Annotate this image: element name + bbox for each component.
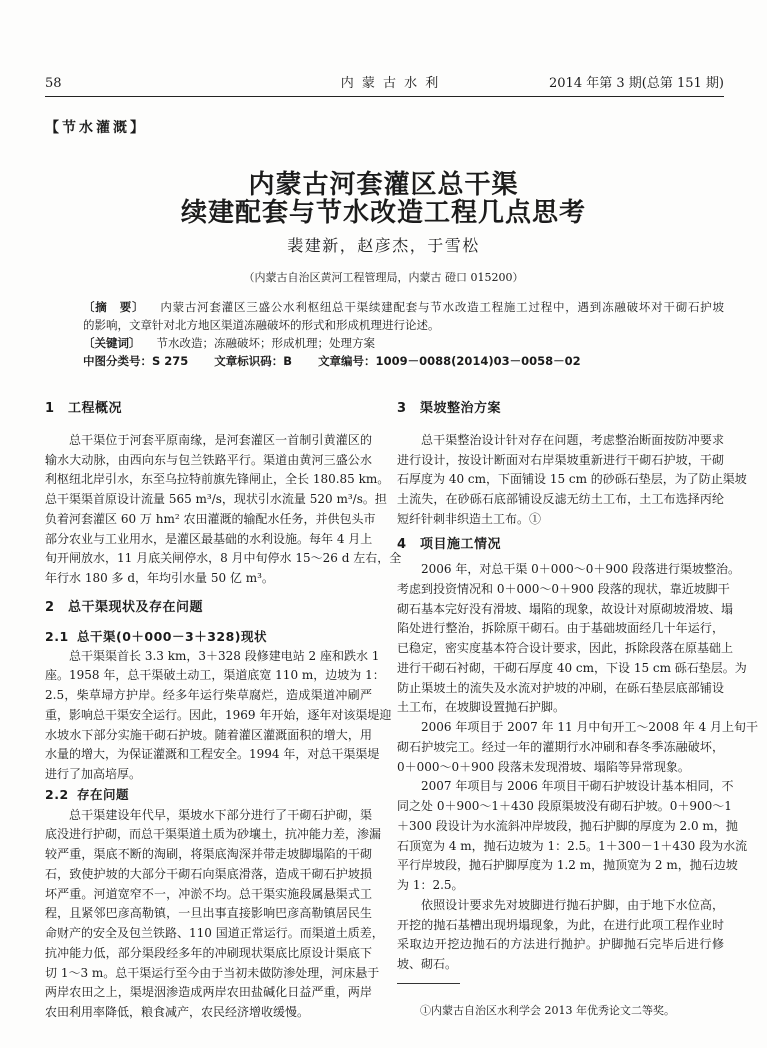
text-line: 水坡水下部分实施干砌石护坡。随着灌区灌溉面积的增大，用 — [45, 727, 372, 742]
text-line: 依照设计要求先对坡脚进行抛石护脚，由于地下水位高， — [421, 897, 724, 912]
header-rule — [45, 96, 724, 97]
text-line: 为 1：2.5。 — [397, 878, 464, 892]
text-line: 两岸农田之上，渠堤洇渗造成两岸农田盐碱化日益严重，两岸 — [45, 985, 372, 1000]
text-line: 利枢纽北岸引水，东至乌拉特前旗先锋闸止，全长 180.85 km。 — [45, 472, 390, 487]
footnote: ①内蒙古自治区水利学会 2013 年优秀论文二等奖。 — [420, 1004, 675, 1017]
text-line: 开挖的抛石基槽出现坍塌现象，为此，在进行此项工程作业时 — [397, 917, 724, 932]
paragraph — [45, 806, 384, 1023]
text-line: 程，且紧邻巴彦高勒镇，一旦出事直接影响巴彦高勒镇居民生 — [45, 906, 372, 921]
text-line: 砌石护坡完工。经过一年的灌期行水冲刷和春冬季冻融破坏， — [397, 739, 724, 754]
text-line: 2.5，柴草埽方护岸。经多年运行柴草腐烂，造成渠道冲刷严 — [45, 688, 372, 702]
text-line: 水量的增大，为保证灌溉和工程安全。1994 年，对总干渠渠堤 — [45, 747, 380, 762]
title-line-2: 续建配套与节水改造工程几点思考 — [180, 198, 586, 228]
text-line: 总干渠位于河套平原南缘，是河套灌区一首制引黄灌区的 — [69, 432, 372, 447]
text-line: 2006 年项目于 2007 年 11 月中旬开工～2008 年 4 月上旬干 — [421, 720, 759, 734]
document-code: 文章标识码：B — [214, 354, 293, 368]
text-line: 石顶宽为 4 m，抛石边坡为 1：2.5。1＋300－1＋430 段为水流 — [397, 838, 748, 853]
text-line: 旬开闸放水，11 月底关闸停水，8 月中旬停水 15～26 d 左右，全 — [45, 551, 402, 566]
text-line: 切 1～3 m。总干渠运行至今由于当初未做防渗处理，河床悬于 — [45, 965, 380, 980]
abstract-label: 〔摘 要〕 — [83, 300, 145, 314]
article-title — [0, 171, 767, 227]
text-line: 底没进行护砌，而总干渠渠道土质为砂壤土，抗冲能力差，渗漏 — [45, 827, 382, 842]
keywords-label: 〔关键词〕 — [83, 336, 141, 350]
text-line: 输水大动脉，由西向东与包兰铁路平行。渠道由黄河三盛公水 — [45, 452, 372, 467]
text-line: 总干渠整治设计针对存在问题，考虑整治断面按防冲要求 — [421, 432, 724, 447]
section-heading — [45, 598, 372, 618]
text-line: 年行水 180 多 d，年均引水量 50 亿 m³。 — [45, 571, 274, 585]
text-line: 总干渠渠首长 3.3 km，3＋328 段修建电站 2 座和跌水 1 — [69, 648, 380, 663]
keywords-text: 节水改造；冻融破坏；形成机理；处理方案 — [156, 336, 375, 350]
title-line-1: 内蒙古河套灌区总干渠 — [248, 170, 519, 200]
text-line: 总干渠渠首原设计流量 565 m³/s，现状引水流量 520 m³/s。担 — [45, 492, 387, 506]
subsection-heading — [45, 785, 372, 805]
text-line: 农田利用率降低，粮食减产，农民经济增收缓慢。 — [45, 1005, 310, 1019]
text-line: 命财产的安全及包兰铁路、110 国道正常运行。而渠道土质差， — [45, 926, 384, 940]
text-line: 已稳定，密实度基本符合设计要求，因此，拆除段落在原基础上 — [397, 641, 734, 655]
text-line: 进行干砌石衬砌，干砌石厚度 40 cm，下设 15 cm 砾石垫层。为 — [397, 660, 747, 675]
text-line: 2007 年项目与 2006 年项目干砌石护坡设计基本相同，不 — [421, 779, 734, 794]
column-tag: 【节水灌溉】 — [45, 120, 147, 136]
text-line: 部分农业与工业用水，是灌区最基础的水利设施。每年 4 月上 — [45, 531, 373, 546]
text-line: 负着河套灌区 60 万 hm² 农田灌溉的输配水任务，并供包头市 — [45, 511, 376, 526]
section-heading — [397, 535, 724, 555]
section-heading — [45, 399, 372, 419]
text-line: 考虑到投资情况和 0＋000～0＋900 段落的现状，靠近坡脚干 — [397, 581, 730, 596]
paragraph — [397, 718, 759, 777]
left-column — [45, 399, 402, 1023]
text-line: 座。1958 年，总干渠破土动工，渠道底宽 110 m，边坡为 1： — [45, 668, 385, 683]
text-line: ＋300 段设计为水流斜冲岸坡段，抛石护脚的厚度为 2.0 m，抛 — [397, 818, 738, 833]
text-line: 石，致使护坡的大部分干砌石向渠底滑落，造成干砌石护坡损 — [45, 866, 372, 881]
text-line: 土流失，在砂砾石底部铺设反滤无纺土工布，土工布选择丙纶 — [397, 492, 724, 506]
section-number: 1 — [45, 401, 55, 416]
right-column — [397, 399, 759, 975]
text-line: 防止渠坡土的流失及水流对护坡的冲刷，在砾石垫层底部铺设 — [397, 680, 724, 695]
text-line: 采取边开挖边抛石的方法进行抛护。护脚抛石完毕后进行修 — [397, 937, 724, 952]
text-line: 较严重，渠底不断的淘刷，将渠底淘深并带走坡脚塌陷的干砌 — [45, 847, 372, 861]
section-heading — [397, 399, 724, 419]
paragraph — [397, 896, 724, 975]
clc-number: 中图分类号：S 275 — [83, 354, 189, 368]
section-title: 工程概况 — [68, 401, 123, 416]
paragraph — [45, 431, 402, 589]
text-line: 短纤针刺非织造土工布。① — [397, 511, 542, 526]
section-number: 4 — [397, 537, 407, 552]
article-number: 文章编号：1009－0088(2014)03－0058－02 — [318, 354, 581, 368]
affiliation: （内蒙古自治区黄河工程管理局，内蒙古 磴口 015200） — [243, 271, 524, 284]
paragraph — [45, 647, 392, 785]
abstract-block — [83, 298, 724, 370]
authors: 裴建新，赵彦杰，于雪松 — [287, 236, 480, 255]
running-header — [45, 75, 724, 93]
section-number: 2 — [45, 599, 55, 615]
text-line: 陷处进行整治，拆除原干砌石。由于基础坡面经几十年运行， — [397, 621, 724, 636]
subsection-title: 存在问题 — [77, 786, 130, 802]
subsection-number: 2.1 — [45, 628, 69, 644]
text-line: 平行岸坡段，抛石护脚厚度为 1.2 m，抛顶宽为 2 m，抛石边坡 — [397, 858, 738, 873]
section-title: 渠坡整治方案 — [420, 401, 502, 416]
text-line: 同之处 0＋900～1＋430 段原渠坡没有砌石护坡。0＋900～1 — [397, 799, 732, 813]
text-line: 抗冲能力低，部分渠段经多年的冲刷现状渠底比原设计渠底下 — [45, 945, 372, 960]
paragraph — [397, 777, 748, 896]
text-line: 石厚度为 40 cm，下面铺设 15 cm 的砂砾石垫层，为了防止渠坡 — [397, 472, 747, 487]
classification-line — [83, 352, 724, 370]
section-title: 总干渠现状及存在问题 — [68, 599, 204, 615]
text-line: 重，影响总干渠安全运行。因此，1969 年开始，逐年对该渠堤迎 — [45, 707, 392, 722]
abstract-line: 的影响，文章针对北方地区渠道冻融破坏的形式和形成机理进行论述。 — [83, 318, 440, 332]
paragraph — [397, 560, 747, 718]
text-line: 进行了加高培厚。 — [45, 767, 142, 781]
text-line: 总干渠建设年代早，渠坡水下部分进行了干砌石护砌，渠 — [69, 807, 372, 822]
journal-name: 内 蒙 古 水 利 — [340, 76, 441, 91]
text-line: 2006 年，对总干渠 0＋000～0＋900 段落进行渠坡整治。 — [421, 562, 741, 576]
paragraph — [397, 431, 747, 530]
keywords-line — [83, 334, 724, 352]
text-line: 坏严重。河道宽窄不一，冲淤不均。总干渠实施段属悬渠式工 — [45, 886, 372, 901]
text-line: 坡、砌石。 — [397, 957, 458, 971]
subsection-title: 总干渠(0＋000－3＋328)现状 — [77, 628, 268, 644]
section-title: 项目施工情况 — [420, 537, 502, 552]
text-line: 0＋000～0＋900 段落未发现滑坡、塌陷等异常现象。 — [397, 759, 690, 774]
section-number: 3 — [397, 401, 407, 416]
text-line: 进行设计，按设计断面对右岸渠坡重新进行干砌石护坡，干砌 — [397, 452, 724, 467]
subsection-heading — [45, 627, 372, 647]
footnote-rule — [397, 983, 460, 984]
abstract-line — [83, 298, 724, 316]
abstract-text: 内蒙古河套灌区三盛公水利枢纽总干渠续建配套与节水改造工程施工过程中，遇到冻融破坏对干砌石护坡 — [160, 300, 725, 314]
issue-info: 2014 年第 3 期(总第 151 期) — [549, 76, 724, 91]
text-line: 土工布，在坡脚设置抛石护脚。 — [397, 700, 566, 715]
page-number: 58 — [45, 76, 62, 91]
subsection-number: 2.2 — [45, 786, 69, 802]
text-line: 砌石基本完好没有滑坡、塌陷的现象，故设计对原砌坡滑坡、塌 — [397, 601, 734, 616]
